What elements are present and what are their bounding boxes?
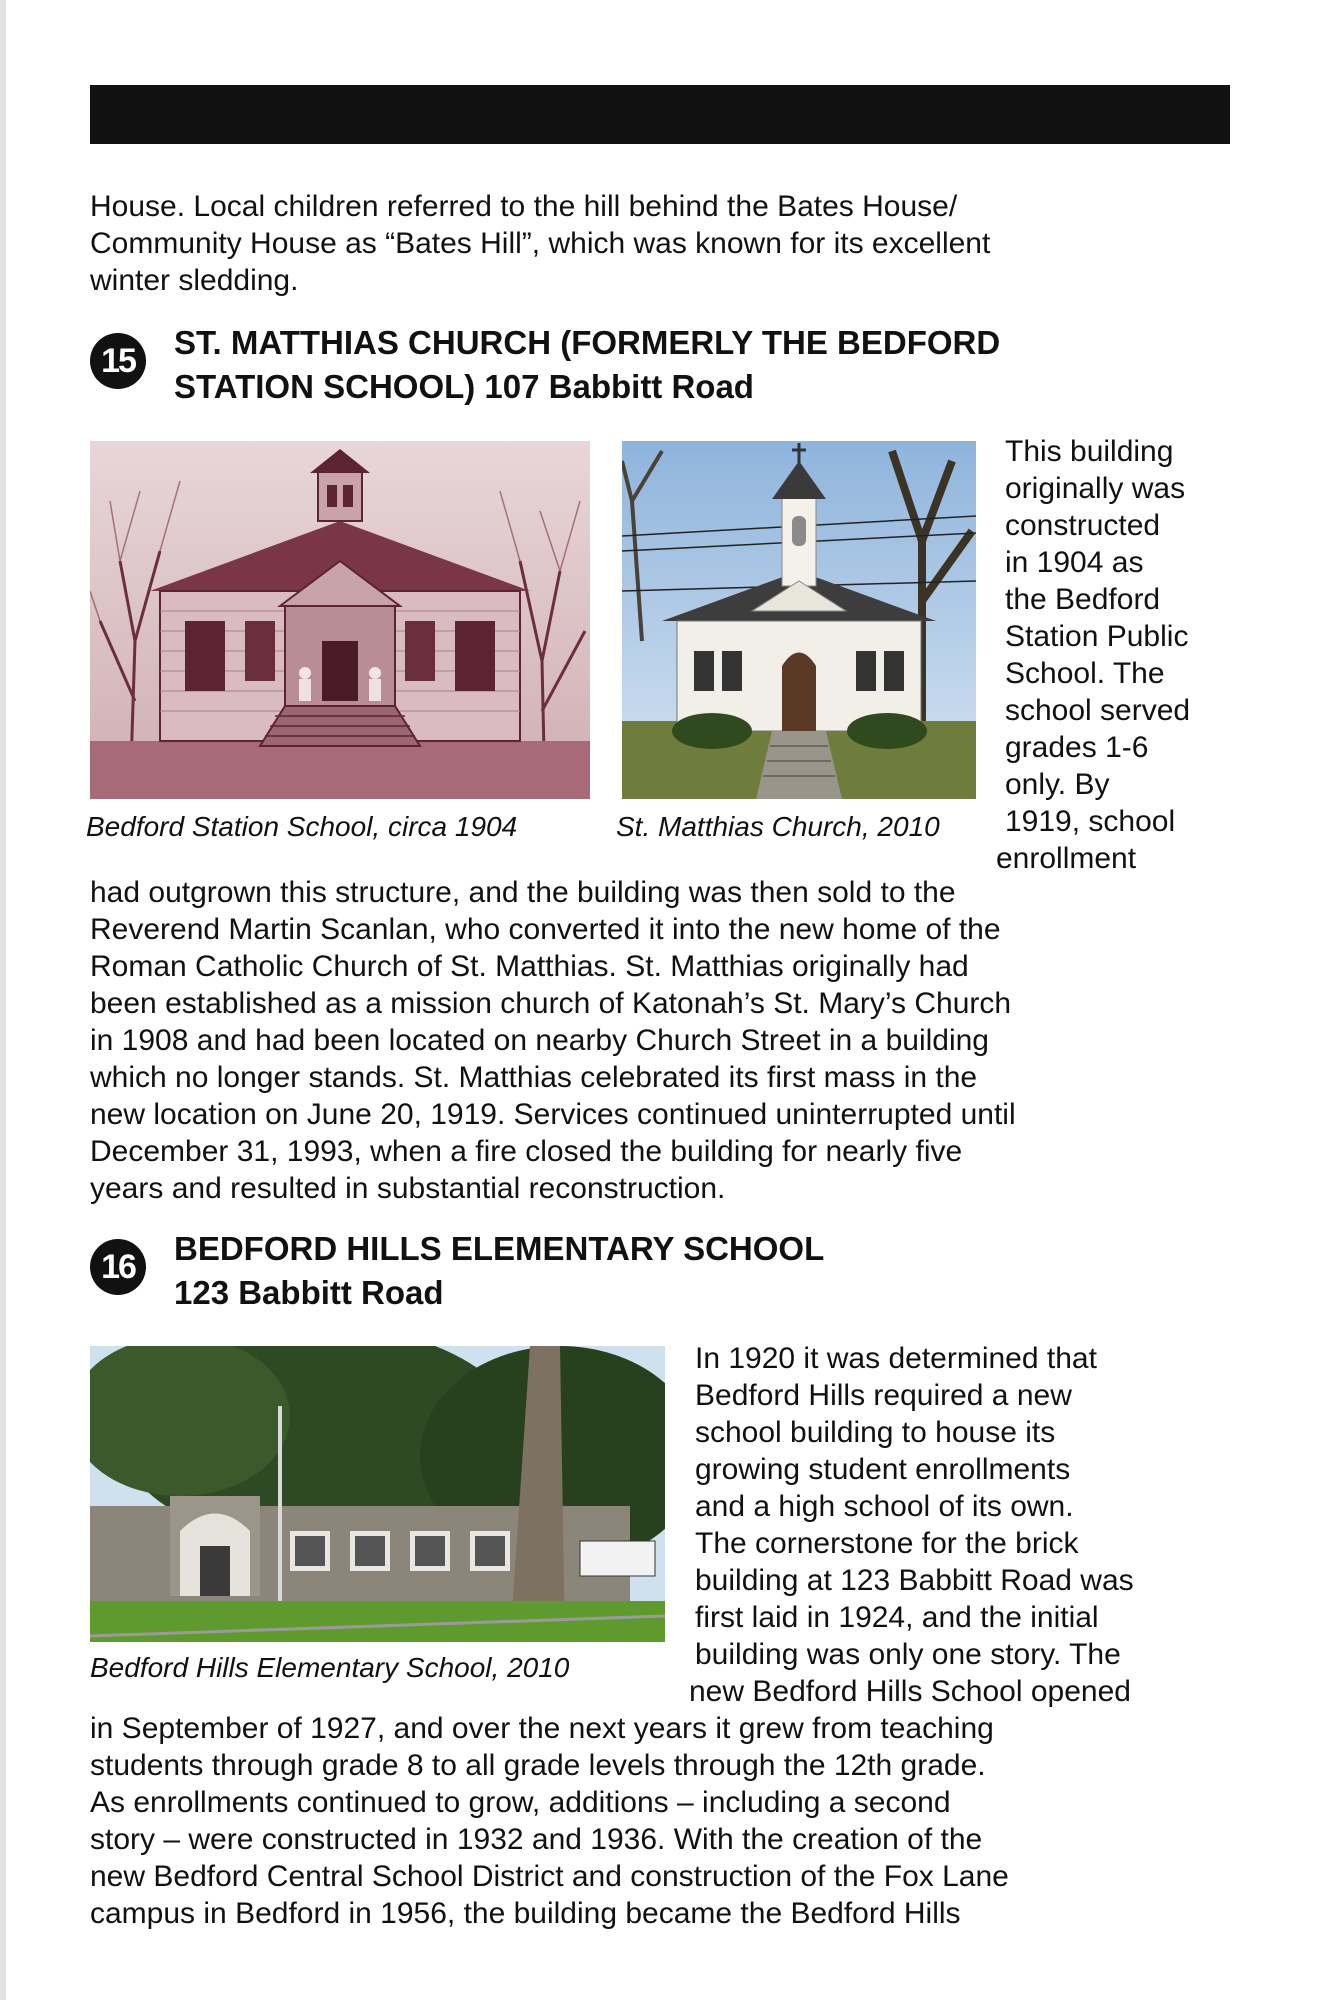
text-line: grades 1-6	[1005, 731, 1149, 764]
text-line: growing student enrollments	[695, 1453, 1071, 1486]
text-line: been established as a mission church of Katonah’s St. Mary’s Church	[90, 987, 1012, 1020]
section-16-body	[90, 1710, 1250, 1932]
text-line: Roman Catholic Church of St. Matthias. St. Matthias originally had	[90, 950, 969, 983]
header-bar	[90, 85, 1230, 144]
section-title	[174, 321, 1000, 409]
section-16-side-text	[689, 1340, 1134, 1710]
text-line: 1919, school	[1005, 805, 1176, 838]
section-15-side-text	[996, 433, 1191, 877]
text-line: new Bedford Central School District and construction of the Fox Lane	[90, 1860, 1009, 1893]
text-line: years and resulted in substantial reconstruction.	[90, 1172, 726, 1205]
text-line: In 1920 it was determined that	[695, 1342, 1097, 1375]
text-line: enrollment	[996, 842, 1137, 875]
text-line: building was only one story. The	[695, 1638, 1121, 1671]
text-line: the Bedford	[1005, 583, 1161, 616]
text-line: As enrollments continued to grow, additions – including a second	[90, 1786, 951, 1819]
text-line: Reverend Martin Scanlan, who converted it into the new home of the	[90, 913, 1001, 946]
text-line: had outgrown this structure, and the building was then sold to the	[90, 876, 956, 909]
text-line: Station Public	[1005, 620, 1189, 653]
text-line: House. Local children referred to the hill behind the Bates House/	[90, 190, 958, 223]
text-line: building at 123 Babbitt Road was	[695, 1564, 1134, 1597]
text-line: in 1904 as	[1005, 546, 1144, 579]
text-line: school served	[1005, 694, 1191, 727]
text-line: winter sledding.	[90, 264, 299, 297]
section-number-badge: 15	[90, 333, 146, 389]
text-line: new location on June 20, 1919. Services continued uninterrupted until	[90, 1098, 1016, 1131]
text-line: December 31, 1993, when a fire closed the building for nearly five	[90, 1135, 963, 1168]
text-line: in 1908 and had been located on nearby Church Street in a building	[90, 1024, 989, 1057]
text-line: Community House as “Bates Hill”, which was known for its excellent	[90, 227, 991, 260]
section-15-body	[90, 874, 1250, 1207]
intro-paragraph	[90, 188, 1240, 299]
text-line: campus in Bedford in 1956, the building became the Bedford Hills	[90, 1897, 961, 1930]
photo-st-matthias-church	[622, 441, 976, 799]
text-line: and a high school of its own.	[695, 1490, 1074, 1523]
caption-st-matthias-church: St. Matthias Church, 2010	[616, 811, 940, 842]
title-line: ST. MATTHIAS CHURCH (FORMERLY THE BEDFORD	[174, 324, 1001, 361]
elementary-school-illustration	[90, 1346, 665, 1642]
text-line: only. By	[1005, 768, 1110, 801]
title-line: 123 Babbitt Road	[174, 1274, 444, 1311]
text-line: This building	[1005, 435, 1174, 468]
text-line: in September of 1927, and over the next years it grew from teaching	[90, 1712, 994, 1745]
text-line: Bedford Hills required a new	[695, 1379, 1072, 1412]
text-line: story – were constructed in 1932 and 1936. With the creation of the	[90, 1823, 983, 1856]
text-line: new Bedford Hills School opened	[689, 1675, 1131, 1708]
text-line: The cornerstone for the brick	[695, 1527, 1079, 1560]
page-edge	[0, 0, 6, 2000]
text-line: students through grade 8 to all grade levels through the 12th grade.	[90, 1749, 986, 1782]
section-heading-15	[90, 321, 1000, 409]
school-illustration	[90, 441, 590, 799]
title-line: STATION SCHOOL) 107 Babbitt Road	[174, 368, 754, 405]
section-title	[174, 1227, 824, 1315]
church-illustration	[622, 441, 976, 799]
text-line: which no longer stands. St. Matthias celebrated its first mass in the	[90, 1061, 978, 1094]
section-number-badge: 16	[90, 1239, 146, 1295]
caption-bedford-hills-elementary: Bedford Hills Elementary School, 2010	[90, 1652, 570, 1683]
caption-bedford-station-school: Bedford Station School, circa 1904	[86, 811, 518, 842]
photo-bedford-hills-elementary	[90, 1346, 665, 1642]
section-heading-16	[90, 1227, 824, 1315]
text-line: constructed	[1005, 509, 1161, 542]
text-line: first laid in 1924, and the initial	[695, 1601, 1099, 1634]
title-line: BEDFORD HILLS ELEMENTARY SCHOOL	[174, 1230, 825, 1267]
text-line: originally was	[1005, 472, 1186, 505]
photo-bedford-station-school	[90, 441, 590, 799]
text-line: school building to house its	[695, 1416, 1056, 1449]
text-line: School. The	[1005, 657, 1165, 690]
